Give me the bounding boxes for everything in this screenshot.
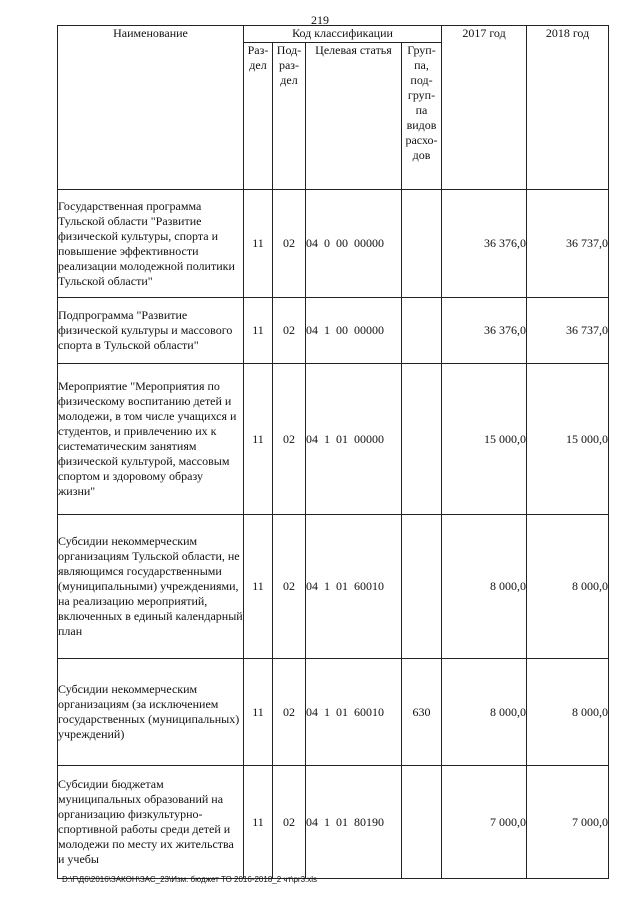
row-subsection: 02 xyxy=(273,298,306,364)
page-number: 219 xyxy=(311,13,329,27)
row-target: 04 1 01 00000 xyxy=(306,364,402,515)
header-name: Наименование xyxy=(58,26,244,190)
row-group: 630 xyxy=(402,659,442,766)
row-name: Субсидии некоммерческим организациям Тульской области, не являющимся государственными (муниципальными) учреждениями, на реализацию мероприятий, включенных в единый календарный план xyxy=(58,515,244,659)
row-amount-2017: 36 376,0 xyxy=(442,190,527,298)
row-amount-2018: 8 000,0 xyxy=(527,515,609,659)
row-amount-2017: 8 000,0 xyxy=(442,659,527,766)
row-amount-2017: 7 000,0 xyxy=(442,766,527,879)
row-target: 04 1 00 00000 xyxy=(306,298,402,364)
header-subsection: Под- раз- дел xyxy=(273,43,306,190)
row-section: 11 xyxy=(244,766,273,879)
row-target: 04 1 01 60010 xyxy=(306,515,402,659)
row-section: 11 xyxy=(244,364,273,515)
row-section: 11 xyxy=(244,190,273,298)
row-amount-2018: 36 737,0 xyxy=(527,190,609,298)
row-subsection: 02 xyxy=(273,364,306,515)
row-subsection: 02 xyxy=(273,659,306,766)
row-group xyxy=(402,364,442,515)
table-row xyxy=(58,515,609,659)
row-section: 11 xyxy=(244,659,273,766)
table-row xyxy=(58,659,609,766)
row-section: 11 xyxy=(244,515,273,659)
row-amount-2018: 8 000,0 xyxy=(527,659,609,766)
budget-table xyxy=(57,25,609,879)
row-target: 04 1 01 80190 xyxy=(306,766,402,879)
header-year-2017: 2017 год xyxy=(442,26,527,190)
table-row xyxy=(58,298,609,364)
row-group xyxy=(402,298,442,364)
row-section: 11 xyxy=(244,298,273,364)
row-group xyxy=(402,190,442,298)
table-row xyxy=(58,766,609,879)
row-amount-2018: 7 000,0 xyxy=(527,766,609,879)
header-expense-group: Груп- па, под- груп- па видов расхо- дов xyxy=(402,43,442,190)
row-amount-2018: 36 737,0 xyxy=(527,298,609,364)
row-name: Субсидии бюджетам муниципальных образований на организацию физкультурно-спортивной работы среди детей и молодежи по месту их жительства и учебы xyxy=(58,766,244,879)
row-group xyxy=(402,766,442,879)
header-classification-code: Код классификации xyxy=(244,26,442,43)
row-group xyxy=(402,515,442,659)
row-amount-2017: 8 000,0 xyxy=(442,515,527,659)
row-subsection: 02 xyxy=(273,766,306,879)
row-name: Мероприятие "Мероприятия по физическому воспитанию детей и молодежи, в том числе учащихся и студентов, и привлечению их к систематическим занятиям физической культурой, массовым спортом и здоровому образу жизни" xyxy=(58,364,244,515)
row-target: 04 1 01 60010 xyxy=(306,659,402,766)
row-subsection: 02 xyxy=(273,515,306,659)
header-year-2018: 2018 год xyxy=(527,26,609,190)
row-target: 04 0 00 00000 xyxy=(306,190,402,298)
table-row xyxy=(58,190,609,298)
row-subsection: 02 xyxy=(273,190,306,298)
header-target-item: Целевая статья xyxy=(306,43,402,190)
row-name: Подпрограмма "Развитие физической культуры и массового спорта в Тульской области" xyxy=(58,298,244,364)
row-name: Субсидии некоммерческим организациям (за исключением государственных (муниципальных) учреждений) xyxy=(58,659,244,766)
row-amount-2017: 15 000,0 xyxy=(442,364,527,515)
file-path-footer: D:\Г\Д6\2016\ЗАКОН\ЗАС_23\Изм. бюджет ТО 2016-2018_2 чт\pr3.xls xyxy=(62,875,318,884)
table-row xyxy=(58,364,609,515)
row-name: Государственная программа Тульской области "Развитие физической культуры, спорта и повышение эффективности реализации молодежной политики Тульской области" xyxy=(58,190,244,298)
header-section: Раз- дел xyxy=(244,43,273,190)
row-amount-2018: 15 000,0 xyxy=(527,364,609,515)
row-amount-2017: 36 376,0 xyxy=(442,298,527,364)
